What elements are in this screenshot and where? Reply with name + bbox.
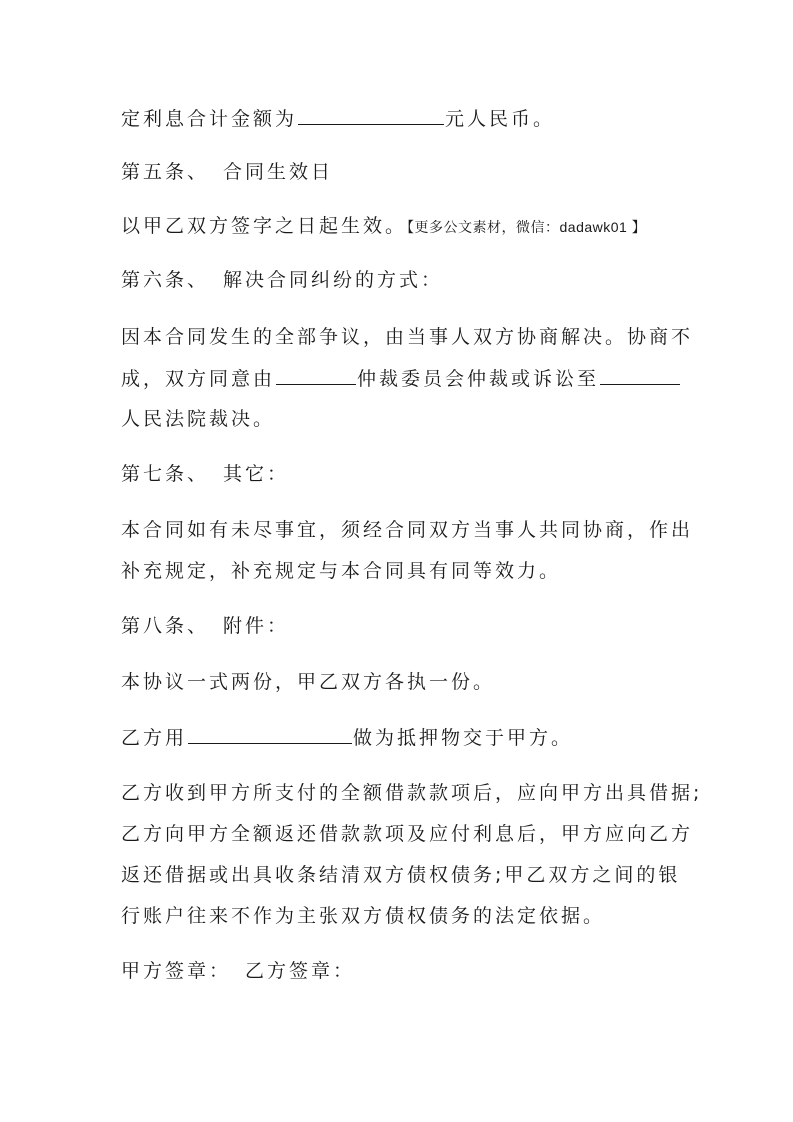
article-8-number: 第八条、 — [121, 615, 210, 637]
receipt-text-2: 乙方向甲方全额返还借款款项及应付利息后，甲方应向乙方 — [121, 823, 694, 845]
collateral-text-a: 乙方用 — [121, 727, 188, 749]
receipt-line-4 — [121, 904, 681, 928]
receipt-text-4: 行账户往来不作为主张双方债权债务的法定依据。 — [121, 905, 606, 927]
article-7-title: 其它： — [223, 463, 290, 485]
promo-note: 【更多公文素材，微信：dadawk01 】 — [407, 219, 647, 235]
article-8-heading — [121, 614, 681, 638]
party-a-signature-label: 甲方签章： — [121, 960, 232, 982]
article-5-heading — [121, 160, 681, 184]
interest-amount-blank — [298, 106, 444, 125]
article-5-title: 合同生效日 — [223, 161, 334, 183]
interest-amount-text: 定利息合计金额为 — [121, 108, 298, 130]
receipt-text-1: 乙方收到甲方所支付的全额借款款项后，应向甲方出具借据; — [121, 782, 703, 804]
receipt-line-3 — [121, 863, 681, 887]
copies-line — [121, 670, 681, 694]
dispute-text-2b: 仲裁委员会仲裁或诉讼至 — [357, 368, 600, 390]
dispute-line-1 — [121, 325, 694, 349]
interest-amount-unit: 元人民币。 — [445, 108, 556, 130]
arbitration-committee-blank — [276, 366, 356, 385]
dispute-text-2a: 成，双方同意由 — [121, 368, 276, 390]
other-text-1: 本合同如有未尽事宜，须经合同双方当事人共同协商，作出 — [121, 519, 694, 541]
interest-amount-line — [121, 106, 681, 131]
signature-line — [121, 959, 681, 983]
collateral-blank — [188, 725, 352, 744]
other-text-2: 补充规定，补充规定与本合同具有同等效力。 — [121, 560, 562, 582]
collateral-line — [121, 725, 681, 750]
article-6-number: 第六条、 — [121, 269, 210, 291]
collateral-text-b: 做为抵押物交于甲方。 — [353, 727, 574, 749]
other-line-2 — [121, 559, 681, 583]
receipt-line-2 — [121, 822, 694, 846]
court-blank — [600, 366, 680, 385]
article-8-title: 附件： — [223, 615, 290, 637]
receipt-text-3: 返还借据或出具收条结清双方债权债务;甲乙双方之间的银 — [121, 864, 681, 886]
dispute-text-3: 人民法院裁决。 — [121, 408, 276, 430]
article-7-heading — [121, 462, 681, 486]
article-5-number: 第五条、 — [121, 161, 210, 183]
dispute-line-3 — [121, 407, 681, 431]
copies-text: 本协议一式两份，甲乙双方各执一份。 — [121, 671, 496, 693]
party-b-signature-label: 乙方签章： — [245, 960, 356, 982]
receipt-line-1 — [121, 781, 703, 805]
other-line-1 — [121, 518, 694, 542]
dispute-line-2 — [121, 366, 681, 391]
effective-date-text: 以甲乙双方签字之日起生效。 — [121, 215, 408, 237]
article-7-number: 第七条、 — [121, 463, 210, 485]
dispute-text-1: 因本合同发生的全部争议，由当事人双方协商解决。协商不 — [121, 326, 694, 348]
effective-date-line — [121, 214, 681, 239]
article-6-title: 解决合同纠纷的方式： — [223, 269, 444, 291]
article-6-heading — [121, 268, 681, 292]
